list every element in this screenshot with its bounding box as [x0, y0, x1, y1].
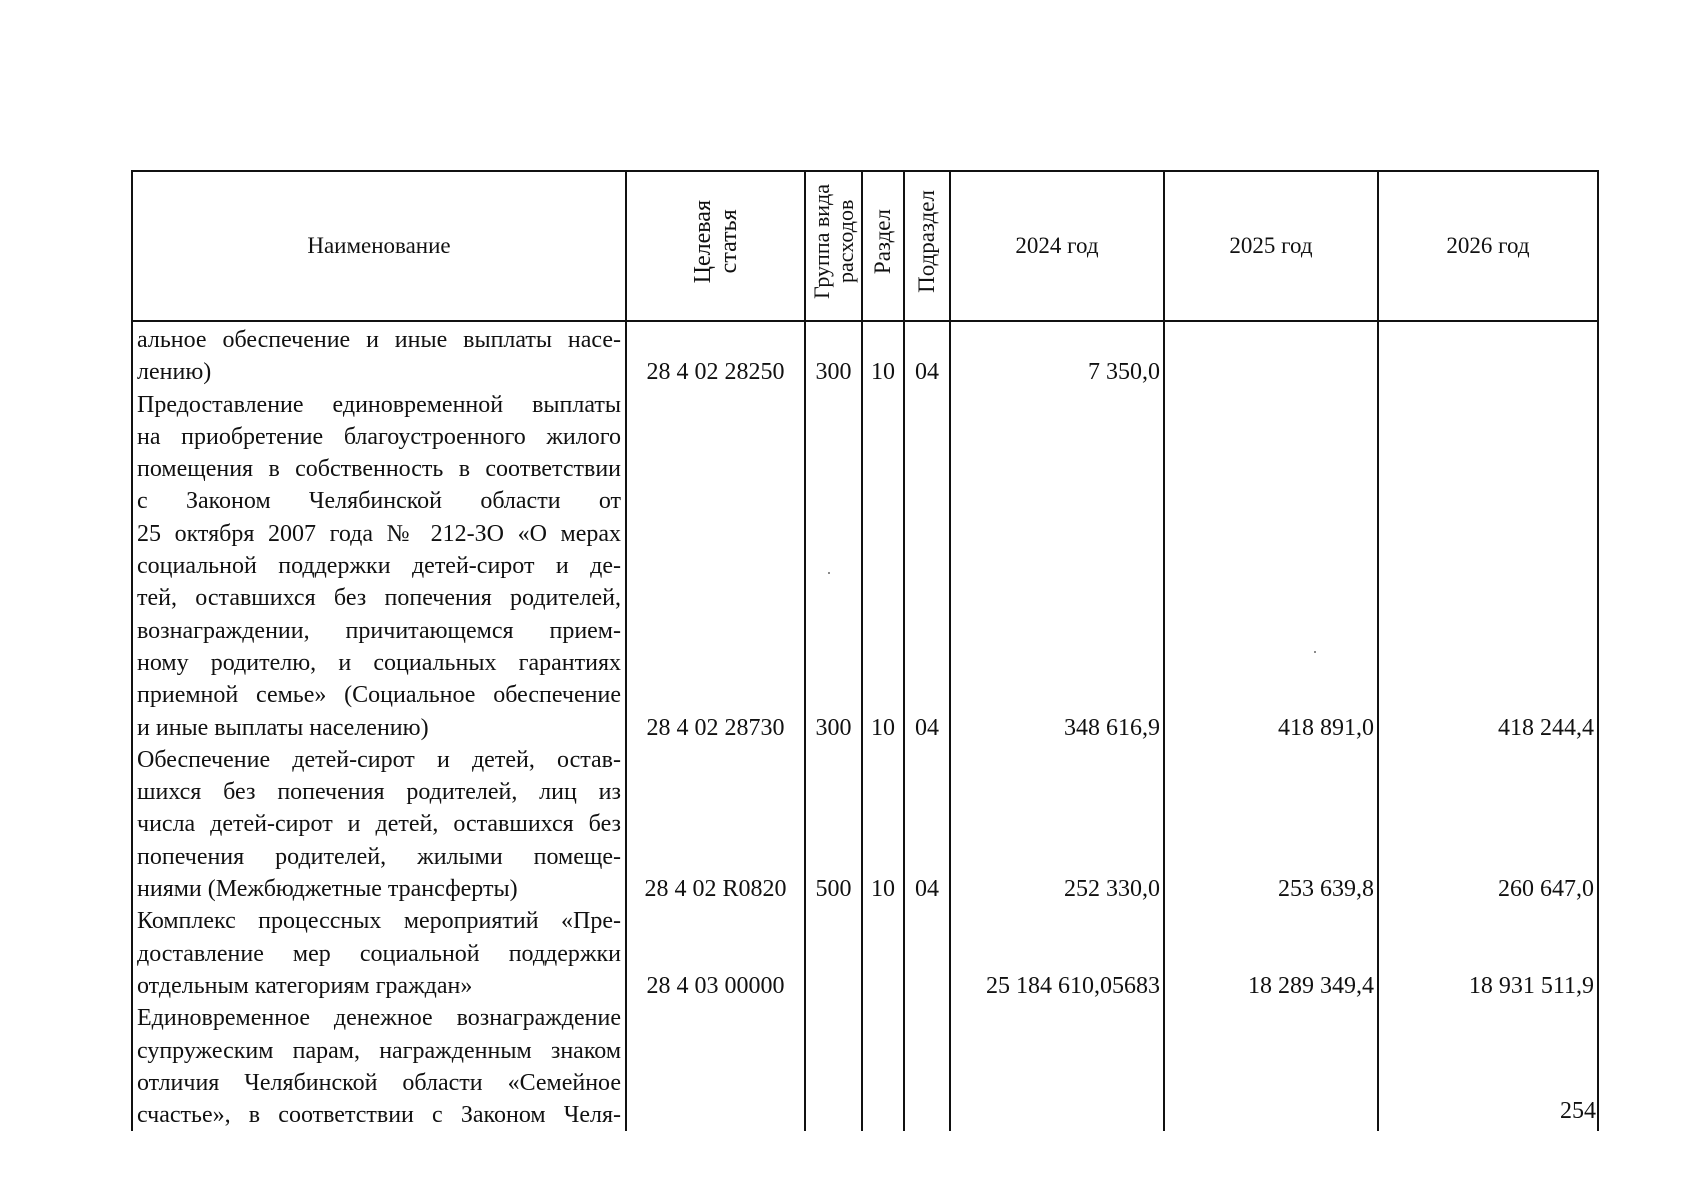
row-y2025-value: 418 891,0 — [1278, 714, 1374, 741]
row-name-line: супружеским парам, награжденным знаком — [137, 1037, 621, 1064]
row-name-line: Обеспечение детей-сирот и детей, остав- — [137, 746, 621, 773]
row-group-value: 300 — [815, 359, 852, 386]
header-year-2024: 2024 год — [950, 171, 1164, 321]
page-number: 254 — [1560, 1098, 1596, 1124]
row-name-line: социальной поддержки детей-сирот и де- — [137, 553, 621, 580]
row-name-line: числа детей-сирот и детей, оставшихся без — [137, 811, 621, 838]
header-subsection — [904, 171, 950, 321]
row-name-line: помещения в собственность в соответствии — [137, 456, 621, 483]
header-expense-group-line-2: расходов — [832, 199, 858, 284]
row-name-line: альное обеспечение и иные выплаты насе- — [137, 327, 621, 353]
row-name-line: Предоставление единовременной выплаты — [137, 391, 621, 418]
row-subsection-value: 04 — [915, 359, 939, 386]
subsection-column — [904, 321, 950, 1131]
row-name-line: ниями (Межбюджетные трансферты) — [137, 876, 518, 903]
header-expense-group — [805, 171, 862, 321]
row-name-line: вознаграждении, причитающемся прием- — [137, 617, 621, 644]
row-name-line: попечения родителей, жилыми помеще- — [137, 843, 621, 870]
year-2026-column — [1378, 321, 1598, 1131]
year-2024-column — [950, 321, 1164, 1131]
target-article-column — [626, 321, 805, 1131]
row-code-value: 28 4 03 00000 — [646, 973, 785, 999]
row-name-line: тей, оставшихся без попечения родителей, — [137, 585, 621, 612]
row-name-line: лению) — [137, 359, 212, 386]
header-target-article — [626, 171, 805, 321]
expense-group-column — [805, 321, 862, 1131]
row-y2026-value: 260 647,0 — [1498, 876, 1594, 903]
row-name-line: Комплекс процессных мероприятий «Пре- — [137, 908, 621, 935]
row-name-line: 25 октября 2007 года № 212-ЗО «О мерах — [137, 520, 621, 547]
row-name-line: и иные выплаты населению) — [137, 714, 429, 741]
row-subsection-value: 04 — [915, 876, 939, 903]
row-section-value: 10 — [871, 359, 895, 386]
header-year-2025: 2025 год — [1164, 171, 1378, 321]
scan-speck — [1314, 651, 1316, 653]
name-column — [132, 321, 626, 1131]
row-code-value: 28 4 02 28250 — [646, 359, 785, 386]
header-name: Наименование — [132, 171, 626, 321]
row-name-line: с Законом Челябинской области от — [137, 488, 621, 515]
header-expense-group-line-1: Группа вида — [808, 184, 834, 299]
header-section — [862, 171, 904, 321]
header-section-label: Раздел — [870, 208, 895, 275]
row-subsection-value: 04 — [915, 714, 939, 741]
row-y2025-value: 253 639,8 — [1278, 876, 1374, 903]
row-y2024-value: 7 350,0 — [1088, 359, 1160, 386]
row-name-line: счастье», в соответствии с Законом Челя- — [137, 1102, 621, 1129]
header-target-article-line-2: статья — [715, 209, 742, 274]
row-y2024-value: 252 330,0 — [1064, 876, 1160, 903]
header-target-article-line-1: Целевая — [689, 199, 716, 284]
row-name-line: Единовременное денежное вознаграждение — [137, 1005, 621, 1032]
header-year-2026: 2026 год — [1378, 171, 1598, 321]
budget-table — [131, 170, 1599, 1131]
row-y2024-value: 348 616,9 — [1064, 714, 1160, 741]
row-name-line: приемной семье» (Социальное обеспечение — [137, 682, 621, 709]
row-y2025-value: 18 289 349,4 — [1248, 973, 1374, 999]
row-group-value: 500 — [815, 876, 852, 903]
row-section-value: 10 — [871, 876, 895, 903]
row-code-value: 28 4 02 R0820 — [644, 876, 787, 903]
row-name-line: шихся без попечения родителей, лиц из — [137, 779, 621, 806]
scan-speck — [828, 572, 830, 574]
header-subsection-label: Подраздел — [914, 190, 939, 293]
row-name-line: доставление мер социальной поддержки — [137, 940, 621, 967]
row-y2024-value: 25 184 610,05683 — [986, 973, 1160, 999]
row-y2026-value: 18 931 511,9 — [1468, 973, 1594, 999]
year-2025-column — [1164, 321, 1378, 1131]
row-name-line: отличия Челябинской области «Семейное — [137, 1069, 621, 1096]
row-name-line: на приобретение благоустроенного жилого — [137, 423, 621, 450]
row-y2026-value: 418 244,4 — [1498, 714, 1594, 741]
row-group-value: 300 — [815, 714, 852, 741]
row-name-line: ному родителю, и социальных гарантиях — [137, 649, 621, 676]
row-name-line: отдельным категориям граждан» — [137, 972, 473, 999]
section-column — [862, 321, 904, 1131]
table-header-row — [132, 171, 1598, 321]
row-section-value: 10 — [871, 714, 895, 741]
row-code-value: 28 4 02 28730 — [646, 714, 785, 741]
table-body — [132, 321, 1598, 1131]
